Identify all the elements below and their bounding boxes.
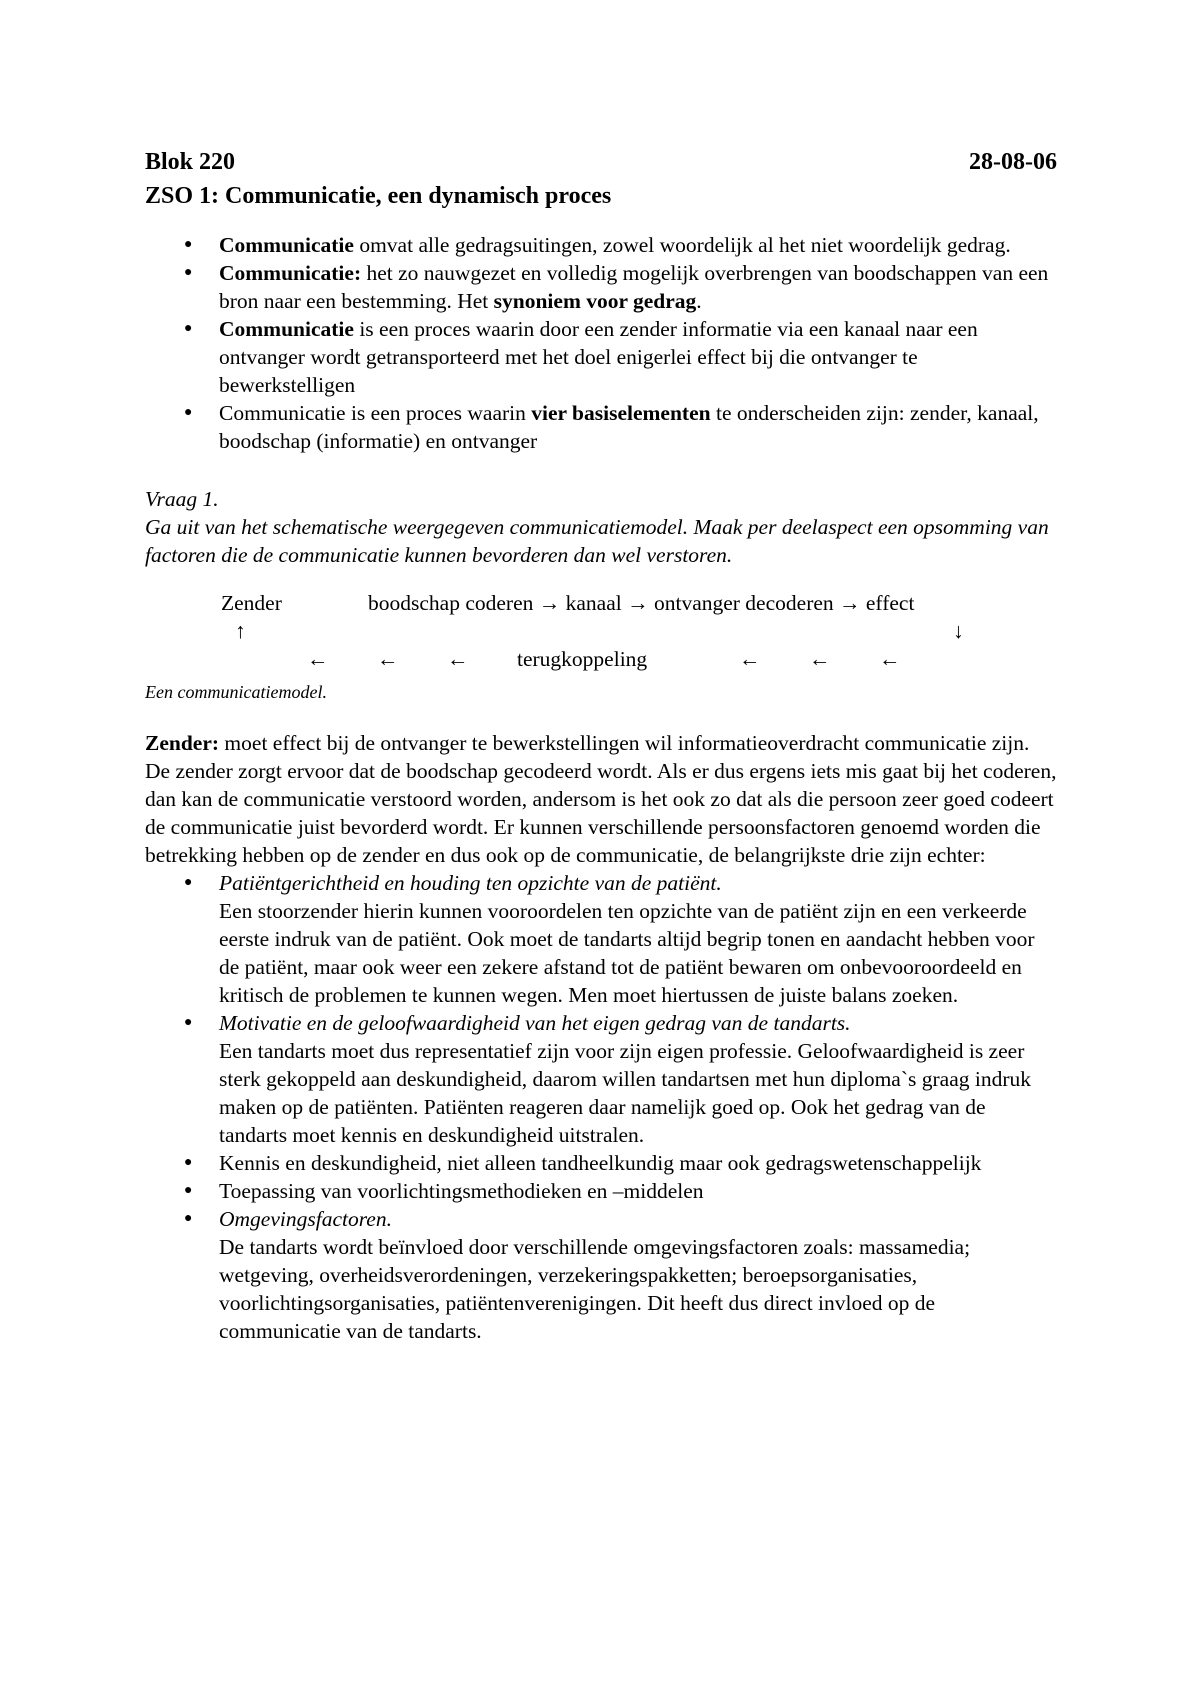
list-item	[145, 399, 1057, 455]
list-item	[145, 315, 1057, 399]
definition-text: is een proces waarin door een zender informatie via een kanaal naar een ontvanger wordt getransporteerd met het doel enigerlei effect bij die ontvanger te bewerkstelligen	[219, 317, 978, 397]
down-arrow-icon: ↓	[953, 619, 964, 643]
zender-section	[145, 729, 1057, 869]
definitions-list	[145, 231, 1057, 455]
definition-term: Communicatie	[219, 317, 354, 341]
list-item	[145, 869, 1057, 1009]
definition-text: omvat alle gedragsuitingen, zowel woordelijk al het niet woordelijk gedrag.	[353, 233, 1011, 257]
bullet-icon: ●	[184, 1211, 193, 1226]
list-item	[145, 1177, 1057, 1205]
question-text: Ga uit van het schematische weergegeven communicatiemodel. Maak per deelaspect een opsomming van factoren die de communicatie kunnen bevorderen dan wel verstoren.	[145, 515, 1049, 567]
list-item	[145, 1009, 1057, 1149]
bullet-icon: ●	[184, 265, 193, 280]
factor-text: Kennis en deskundigheid, niet alleen tandheelkundig maar ook gedragswetenschappelijk	[219, 1151, 982, 1175]
left-arrow-icon: ←	[377, 647, 399, 671]
diagram-caption: Een communicatiemodel.	[145, 682, 327, 702]
diagram-flow: boodschap coderen → kanaal → ontvanger decoderen → effect	[368, 591, 915, 615]
list-item	[145, 231, 1057, 259]
question-label: Vraag 1.	[145, 487, 219, 511]
definition-emphasis: vier basiselementen	[531, 401, 711, 425]
factor-heading: Patiëntgerichtheid en houding ten opzichte van de patiënt.	[219, 871, 722, 895]
factor-body: Een stoorzender hierin kunnen vooroordelen ten opzichte van de patiënt zijn en een verkeerde eerste indruk van de patiënt. Ook moet de tandarts altijd begrip tonen en aandacht hebben voor de patiënt, maar ook weer een zekere afstand tot de patiënt bewaren om onbevooroordeeld en kritisch de problemen te kunnen wegen. Men moet hiertussen de juiste balans zoeken.	[219, 899, 1035, 1007]
document-date: 28-08-06	[969, 149, 1057, 175]
left-arrow-icon: ←	[739, 647, 761, 671]
factor-text: Toepassing van voorlichtingsmethodieken en –middelen	[219, 1179, 704, 1203]
bullet-icon: ●	[184, 1015, 193, 1030]
definition-text: het zo nauwgezet en volledig mogelijk overbrengen van boodschappen van een bron naar een bestemming. Het	[219, 261, 1049, 313]
definition-text-end: .	[696, 289, 702, 313]
diagram-feedback: terugkoppeling	[517, 647, 648, 671]
factor-heading: Omgevingsfactoren.	[219, 1207, 392, 1231]
factor-heading: Motivatie en de geloofwaardigheid van het eigen gedrag van de tandarts.	[219, 1011, 851, 1035]
factors-list	[145, 869, 1057, 1345]
definition-emphasis: synoniem voor gedrag	[493, 289, 697, 313]
bullet-icon: ●	[184, 1155, 193, 1170]
communication-model-diagram	[145, 589, 1057, 681]
left-arrow-icon: ←	[447, 647, 469, 671]
bullet-icon: ●	[184, 321, 193, 336]
factor-body: Een tandarts moet dus representatief zijn voor zijn eigen professie. Geloofwaardigheid is zeer sterk gekoppeld aan deskundigheid, daarom willen tandartsen met hun diploma`s graag indruk maken op de patiënten. Patiënten reageren daar namelijk goed op. Ook het gedrag van de tandarts moet kennis en deskundigheid uitstralen.	[219, 1039, 1032, 1147]
list-item	[145, 1149, 1057, 1177]
definition-text: te onderscheiden zijn: zender, kanaal, boodschap (informatie) en ontvanger	[219, 401, 1039, 453]
list-item	[145, 1205, 1057, 1345]
document-content	[145, 145, 1057, 1345]
diagram-sender: Zender	[221, 591, 282, 615]
definition-term: Communicatie	[219, 233, 354, 257]
left-arrow-icon: ←	[879, 647, 901, 671]
left-arrow-icon: ←	[809, 647, 831, 671]
list-item	[145, 259, 1057, 315]
bullet-icon: ●	[184, 1183, 193, 1198]
bullet-icon: ●	[184, 405, 193, 420]
left-arrow-icon: ←	[307, 647, 329, 671]
definition-text-start: Communicatie is een proces waarin	[219, 401, 532, 425]
block-label: Blok 220	[145, 149, 236, 175]
header-row	[145, 145, 1057, 179]
zender-label: Zender:	[145, 731, 220, 755]
bullet-icon: ●	[184, 875, 193, 890]
question-block	[145, 485, 1057, 569]
definition-term: Communicatie:	[219, 261, 362, 285]
up-arrow-icon: ↑	[235, 619, 246, 643]
bullet-icon: ●	[184, 237, 193, 252]
factor-body: De tandarts wordt beïnvloed door verschillende omgevingsfactoren zoals: massamedia; wetgeving, overheidsverordeningen, verzekeringspakketten; beroepsorganisaties, voorlichtingsorganisaties, patiëntenverenigingen. Dit heeft dus direct invloed op de communicatie van de tandarts.	[219, 1235, 971, 1343]
zender-text: moet effect bij de ontvanger te bewerkstellingen wil informatieoverdracht communicatie zijn. De zender zorgt ervoor dat de boodschap gecodeerd wordt. Als er dus ergens iets mis gaat bij het coderen, dan kan de communicatie verstoord worden, andersom is het ook zo dat als die persoon zeer goed codeert de communicatie juist bevorderd wordt. Er kunnen verschillende persoonsfactoren genoemd worden die betrekking hebben op de zender en dus ook op de communicatie, de belangrijkste drie zijn echter:	[145, 731, 1057, 867]
document-title: ZSO 1: Communicatie, een dynamisch proces	[145, 183, 612, 209]
